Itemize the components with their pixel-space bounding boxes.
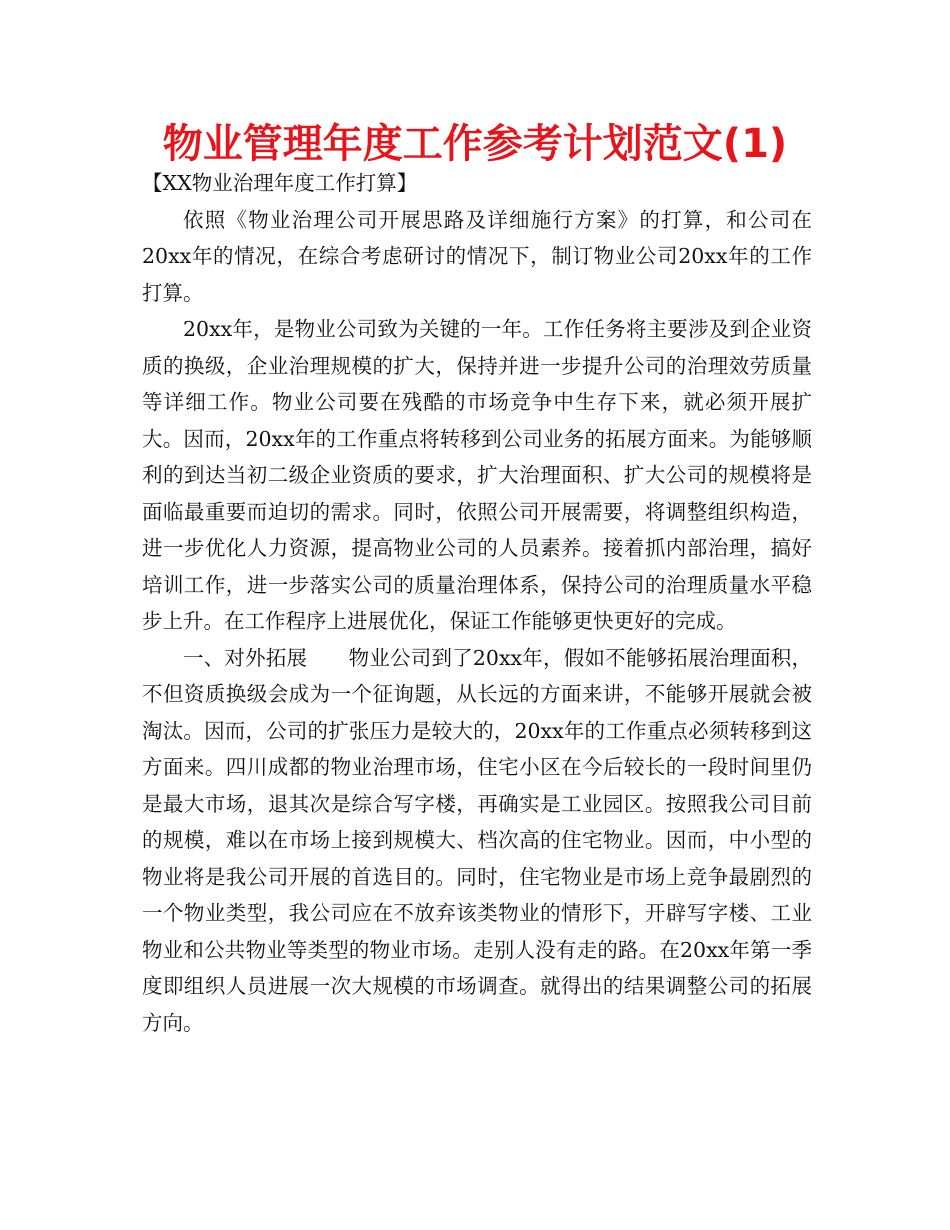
paragraph-intro: 依照《物业治理公司开展思路及详细施行方案》的打算，和公司在20xx年的情况，在综合考虑研讨的情况下，制订物业公司20xx年的工作打算。	[142, 207, 812, 305]
document-subheading: 【XX物业治理年度工作打算】	[142, 171, 418, 195]
document-title: 物业管理年度工作参考计划范文(1)	[162, 121, 788, 167]
paragraph-external-expansion: 一、对外拓展 物业公司到了20xx年，假如不能够拓展治理面积，不但资质换级会成为一个征询题，从长远的方面来讲，不能够开展就会被淘汰。因而，公司的扩张压力是较大的，20xx年的工作重点必须转移到这方面来。四川成都的物业治理市场，住宅小区在今后较长的一段时间里仍是最大市场，退其次是综合写字楼，再确实是工业园区。按照我公司目前的规模，难以在市场上接到规模大、档次高的住宅物业。因而，中小型的物业将是我公司开展的首选目的。同时，住宅物业是市场上竞争最剧烈的一个物业类型，我公司应在不放弃该类物业的情形下，开辟写字楼、工业物业和公共物业等类型的物业市场。走别人没有走的路。在20xx年第一季度即组织人员进展一次大规模的市场调查。就得出的结果调整公司的拓展方向。	[142, 645, 812, 1035]
paragraph-key-year: 20xx年，是物业公司致为关键的一年。工作任务将主要涉及到企业资质的换级，企业治理规模的扩大，保持并进一步提升公司的治理效劳质量等详细工作。物业公司要在残酷的市场竞争中生存下来，就必须开展扩大。因而，20xx年的工作重点将转移到公司业务的拓展方面来。为能够顺利的到达当初二级企业资质的要求，扩大治理面积、扩大公司的规模将是面临最重要而迫切的需求。同时，依照公司开展需要，将调整组织构造，进一步优化人力资源，提高物业公司的人员素养。接着抓内部治理，搞好培训工作，进一步落实公司的质量治理体系，保持公司的治理质量水平稳步上升。在工作程序上进展优化，保证工作能够更快更好的完成。	[142, 317, 812, 633]
document-body	[142, 165, 812, 1041]
